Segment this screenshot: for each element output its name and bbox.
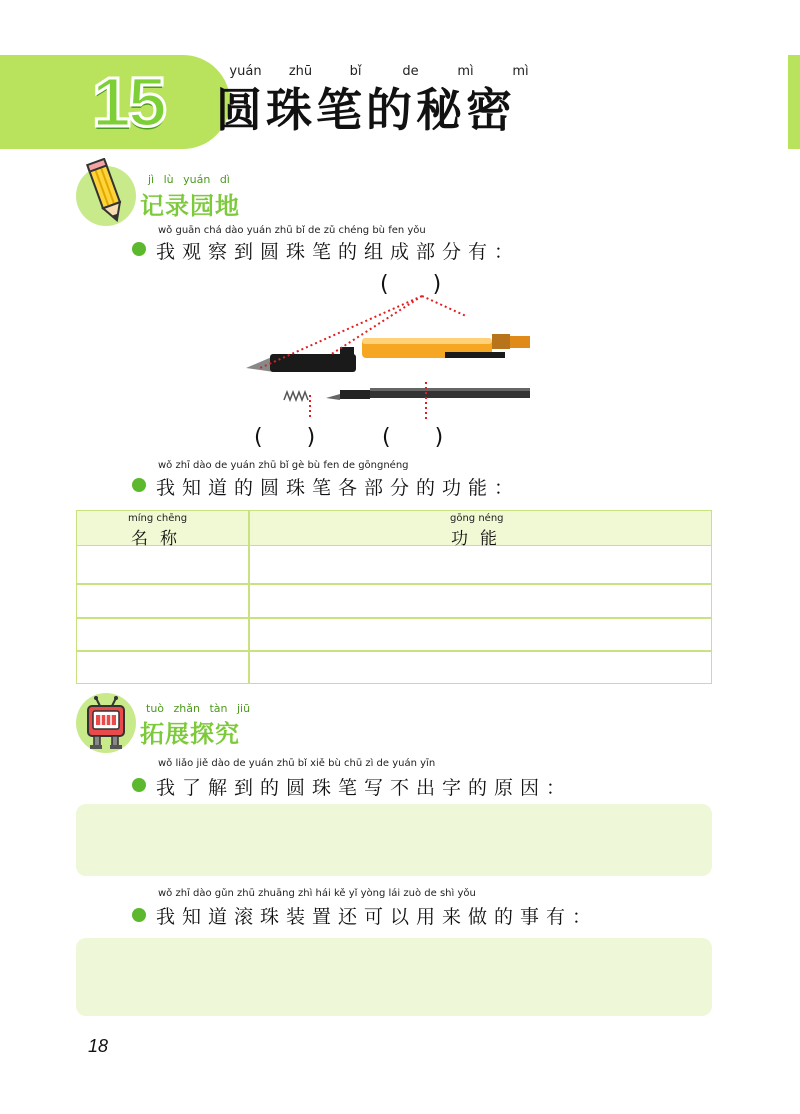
answer-bracket: ( ) bbox=[382, 425, 444, 450]
question-pinyin: wǒ zhī dào gǔn zhū zhuāng zhì hái kě yǐ yòng lái zuò de shì yǒu bbox=[158, 888, 476, 899]
table-col1-header: 名称 bbox=[131, 529, 189, 549]
title-pinyin-syllable: mì bbox=[457, 64, 474, 79]
pen-barrel bbox=[362, 334, 530, 358]
table-cell-name[interactable] bbox=[78, 619, 247, 649]
section-pinyin: jì lù yuán dì bbox=[148, 173, 230, 186]
title-pinyin bbox=[218, 64, 548, 79]
page-title: 圆珠笔的秘密 bbox=[216, 83, 516, 137]
pen-front-section bbox=[246, 347, 356, 372]
title-pinyin-syllable: zhū bbox=[288, 64, 313, 79]
bullet-icon bbox=[132, 242, 146, 256]
page-edge-tab bbox=[788, 55, 800, 149]
table-col2-pinyin: gōng néng bbox=[450, 513, 504, 524]
section-title: 记录园地 bbox=[140, 192, 240, 220]
title-pinyin-syllable: bǐ bbox=[349, 64, 362, 79]
table-cell-name[interactable] bbox=[78, 548, 247, 582]
ballpoint-pen-diagram bbox=[240, 290, 540, 420]
title-pinyin-syllable: de bbox=[402, 64, 419, 79]
question-text: 我知道的圆珠笔各部分的功能： bbox=[156, 477, 521, 499]
table-cell-function[interactable] bbox=[250, 585, 710, 616]
bullet-icon bbox=[132, 778, 146, 792]
table-col2-header: 功能 bbox=[451, 529, 509, 549]
title-pinyin-syllable: yuán bbox=[229, 64, 262, 79]
table-cell-function[interactable] bbox=[250, 652, 710, 682]
section-title: 拓展探究 bbox=[140, 720, 240, 748]
answer-bracket: ( ) bbox=[380, 272, 442, 297]
table-cell-function[interactable] bbox=[250, 619, 710, 649]
question-text: 我观察到圆珠笔的组成部分有： bbox=[156, 241, 521, 263]
section-pinyin: tuò zhǎn tàn jiū bbox=[146, 702, 251, 715]
answer-box[interactable] bbox=[76, 938, 712, 1016]
question-pinyin: wǒ zhī dào de yuán zhū bǐ gè bù fen de gōngnéng bbox=[158, 460, 409, 471]
lesson-number: 15 bbox=[92, 63, 164, 141]
robot-icon bbox=[84, 696, 128, 752]
pen-refill bbox=[326, 388, 530, 400]
bullet-icon bbox=[132, 478, 146, 492]
question-text: 我了解到的圆珠笔写不出字的原因： bbox=[156, 777, 573, 799]
table-cell-name[interactable] bbox=[78, 585, 247, 616]
title-pinyin-syllable: mì bbox=[512, 64, 529, 79]
page-number: 18 bbox=[88, 1036, 109, 1056]
answer-bracket: ( ) bbox=[254, 425, 316, 450]
question-pinyin: wǒ guān chá dào yuán zhū bǐ de zǔ chéng bù fen yǒu bbox=[158, 225, 426, 236]
pen-spring bbox=[284, 392, 308, 400]
table-cell-name[interactable] bbox=[78, 652, 247, 682]
table-cell-function[interactable] bbox=[250, 548, 710, 582]
question-text: 我知道滚珠装置还可以用来做的事有： bbox=[156, 906, 599, 928]
question-pinyin: wǒ liǎo jiě dào de yuán zhū bǐ xiě bù chū zì de yuán yīn bbox=[158, 758, 436, 769]
pencil-icon bbox=[82, 158, 132, 228]
answer-box[interactable] bbox=[76, 804, 712, 876]
bullet-icon bbox=[132, 908, 146, 922]
table-col1-pinyin: míng chēng bbox=[128, 513, 188, 524]
